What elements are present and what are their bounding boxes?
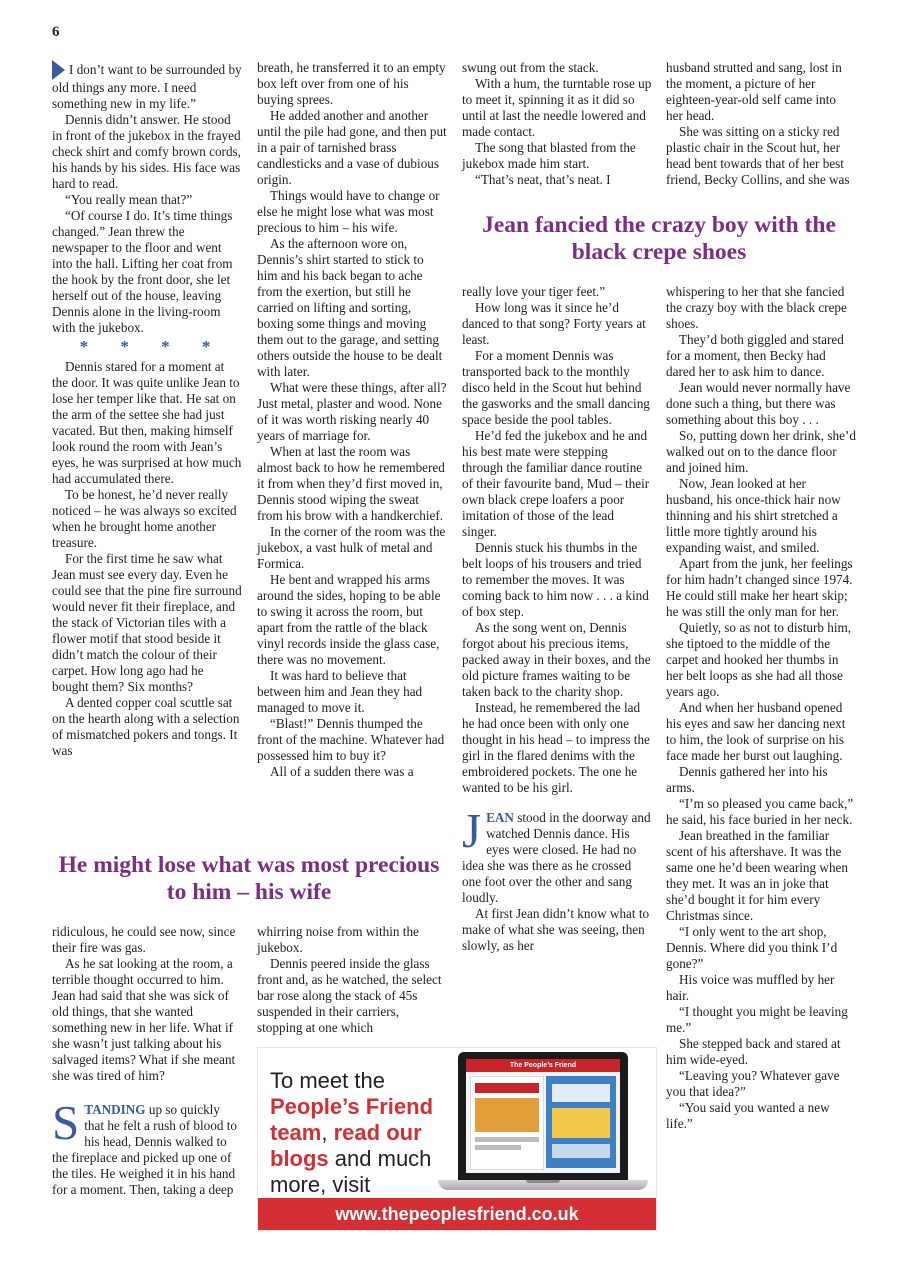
paragraph: Apart from the junk, her feelings for him hadn’t changed since 1974. He could still make her heart skip; he was still the only man for her.: [666, 556, 853, 619]
paragraph: When at last the room was almost back to how he remembered it from when they’d first moved in, Dennis stood wiping the sweat from his brow with a handkerchief.: [257, 444, 445, 523]
laptop-notch: [526, 1180, 560, 1183]
paragraph: He bent and wrapped his arms around the sides, hoping to be able to swing it across the room, but apart from the rattle of the black vinyl records inside the glass case, there was no movement.: [257, 572, 441, 667]
advert-highlight: read our blogs: [270, 1120, 422, 1171]
website-panel: [470, 1076, 544, 1170]
paragraph: Dennis peered inside the glass front and, as he watched, the select bar rose along the stack of 45s suspended in their carriers, stopping at one which: [257, 956, 442, 1035]
paragraph: JEAN stood in the doorway and watched Dennis dance. His eyes were closed. He had no idea she was there as he crossed one foot over the other and sang loudly.: [462, 803, 651, 905]
paragraph: She was sitting on a sticky red plastic chair in the Scout hut, her head bent towards that of her best friend, Becky Collins, and she was: [666, 124, 850, 187]
paragraph: And when her husband opened his eyes and saw her dancing next to him, the look of surprise on his face made her burst out laughing.: [666, 700, 846, 763]
paragraph: Instead, he remembered the lad he had once been with only one thought in his head – to impress the girl in the flared denims with the embroidered pockets. The one he wanted to be his girl.: [462, 700, 650, 795]
advert-url-link[interactable]: www.thepeoplesfriend.co.uk: [258, 1198, 656, 1230]
paragraph: “You really mean that?”: [65, 192, 193, 207]
paragraph: Jean breathed in the familiar scent of his aftershave. It was the same one he’d been wearing when they met. It was an in joke that she’d bought it for him every Christmas since.: [666, 828, 848, 923]
paragraph: Dennis gathered her into his arms.: [666, 764, 828, 795]
paragraph: With a hum, the turntable rose up to meet it, spinning it as it did so until at last the needle lowered and made contact.: [462, 76, 652, 139]
drop-cap: J: [462, 803, 482, 858]
paragraph: STANDING up so quickly that he felt a rush of blood to his head, Dennis walked to the fireplace and picked up one of the tiles. He weighed it in his hand for a moment. Then, taking a deep: [52, 1095, 237, 1197]
paragraph: “That’s neat, that’s neat. I: [475, 172, 611, 187]
continuation-arrow-icon: [52, 60, 65, 80]
section-break-stars: * * * *: [79, 337, 225, 356]
paragraph: “I’m so pleased you came back,” he said, his face buried in her neck.: [666, 796, 854, 827]
laptop-image: [438, 1052, 648, 1194]
advert-box[interactable]: [257, 1047, 657, 1231]
drop-cap: S: [52, 1095, 80, 1150]
small-caps-lead: TANDING: [84, 1102, 146, 1117]
small-caps-lead: EAN: [486, 810, 514, 825]
paragraph: As the afternoon wore on, Dennis’s shirt started to stick to him and his back began to ache from the exertion, but still he carried on lifting and sorting, boxing some things and moving them out to the garage, and setting others outside the house to be dealt with later.: [257, 236, 443, 379]
paragraph: For the first time he saw what Jean must see every day. Even he could see that the pine fire surround would never fit their fireplace, and the stack of Victorian tiles with a flower motif that stood beside it didn’t match the colour of their carpet. How long ago had he bought them? Six months?: [52, 551, 242, 694]
paragraph: “I thought you might be leaving me.”: [666, 1004, 848, 1035]
paragraph: How long was it since he’d danced to that song? Forty years at least.: [462, 300, 646, 347]
paragraph: As he sat looking at the room, a terrible thought occurred to him. Jean had said that she was sick of old things, that she wanted something new in her life. What if she wasn’t just talking about his salvaged items? What if she meant she was tired of him?: [52, 956, 236, 1083]
paragraph: He added another and another until the pile had gone, and then put in a pair of tarnished brass candlesticks and a vase of dubious origin.: [257, 108, 447, 187]
paragraph: husband strutted and sang, lost in the moment, a picture of her eighteen-year-old self came into her head.: [666, 60, 842, 123]
article-column-3: [462, 60, 652, 188]
paragraph: To be honest, he’d never really noticed – he was always so excited when he brought home another treasure.: [52, 487, 237, 550]
paragraph: really love your tiger feet.”: [462, 284, 606, 299]
paragraph: “I only went to the art shop, Dennis. Where did you think I’d gone?”: [666, 924, 838, 971]
paragraph: whispering to her that she fancied the crazy boy with the black crepe shoes.: [666, 284, 847, 331]
page-number: 6: [52, 24, 60, 40]
paragraph: For a moment Dennis was transported back to the monthly disco held in the Scout hut behind the gasworks and the small dancing space beside the pool tables.: [462, 348, 650, 427]
website-header: The People’s Friend: [466, 1059, 620, 1072]
paragraph: As the song went on, Dennis forgot about his precious items, packed away in their boxes, and the old picture frames waiting to be taken back to the charity shop.: [462, 620, 651, 699]
paragraph: Dennis didn’t answer. He stood in front of the jukebox in the frayed check shirt and comfy brown cords, his hands by his sides. His face was hard to read.: [52, 112, 241, 191]
paragraph: ridiculous, he could see now, since their fire was gas.: [52, 924, 236, 955]
website-panel: [546, 1076, 616, 1168]
paragraph: What were these things, after all? Just metal, plaster and wood. None of it was worth risking nearly 40 years of marriage for.: [257, 380, 447, 443]
laptop-screen: [458, 1052, 628, 1180]
paragraph: A dented copper coal scuttle sat on the hearth along with a selection of mismatched pokers and tongs. It was: [52, 695, 240, 758]
paragraph: I don’t want to be surrounded by old things any more. I need something new in my life.”: [52, 62, 242, 111]
article-column-4: [666, 60, 856, 188]
article-column-2: [257, 60, 447, 780]
advert-highlight: People’s Friend team: [270, 1094, 434, 1145]
article-column-1-continued: [52, 924, 242, 1198]
paragraph: She stepped back and stared at him wide-eyed.: [666, 1036, 841, 1067]
paragraph: He’d fed the jukebox and he and his best mate were stepping through the familiar dance routine of their favourite band, Mud – their own black crepe loafers a poor imitation of those of the lead singer.: [462, 428, 650, 539]
paragraph: His voice was muffled by her hair.: [666, 972, 835, 1003]
article-column-2-continued: [257, 924, 447, 1036]
paragraph: Dennis stared for a moment at the door. It was quite unlike Jean to lose her temper like that. He sat on the arm of the settee she had just vacated. But then, making himself look round the room with Jean’s eyes, he was surprised at how much had accumulated there.: [52, 359, 242, 486]
paragraph: All of a sudden there was a: [270, 764, 414, 779]
pull-quote-headline-2: He might lose what was most precious to him – his wife: [58, 852, 440, 905]
paragraph: So, putting down her drink, she’d walked out on to the dance floor and joined him.: [666, 428, 856, 475]
paragraph: Jean would never normally have done such a thing, but there was something about this boy . . .: [666, 380, 851, 427]
paragraph: Now, Jean looked at her husband, his once-thick hair now thinning and his shirt stretched a little more tightly around his expanding waist, and smiled.: [666, 476, 841, 555]
paragraph: In the corner of the room was the jukebox, a vast hulk of metal and Formica.: [257, 524, 446, 571]
paragraph: swung out from the stack.: [462, 60, 599, 75]
paragraph: “Leaving you? Whatever gave you that idea?”: [666, 1068, 840, 1099]
paragraph: “You said you wanted a new life.”: [666, 1100, 830, 1131]
paragraph: Quietly, so as not to disturb him, she tiptoed to the middle of the carpet and hooked her thumbs in her belt loops as she had all those years ago.: [666, 620, 852, 699]
advert-text: To meet the People’s Friend team, read our blogs and much more, visit: [270, 1068, 434, 1197]
paragraph: “Blast!” Dennis thumped the front of the machine. Whatever had possessed him to buy it?: [257, 716, 445, 763]
paragraph: Things would have to change or else he might lose what was most precious to him – his wife.: [257, 188, 440, 235]
paragraph: They’d both giggled and stared for a moment, then Becky had dared her to ask him to dance.: [666, 332, 844, 379]
paragraph: breath, he transferred it to an empty box left over from one of his buying sprees.: [257, 60, 446, 107]
article-column-4-continued: [666, 284, 856, 1132]
article-column-1: [52, 60, 242, 759]
website-screenshot: [466, 1059, 620, 1173]
paragraph: The song that blasted from the jukebox made him start.: [462, 140, 636, 171]
paragraph: “Of course I do. It’s time things changed.” Jean threw the newspaper to the floor and went into the hall. Lifting her coat from the hook by the front door, she let herself out of the house, leaving Dennis alone in the living-room with the jukebox.: [52, 208, 233, 335]
paragraph: whirring noise from within the jukebox.: [257, 924, 419, 955]
article-column-3-continued: [462, 284, 652, 954]
paragraph: Dennis stuck his thumbs in the belt loops of his trousers and tried to remember the moves. It was coming back to him now . . . a kind of box step.: [462, 540, 649, 619]
paragraph: At first Jean didn’t know what to make of what she was seeing, then slowly, as her: [462, 906, 650, 953]
pull-quote-headline: Jean fancied the crazy boy with the black crepe shoes: [482, 212, 836, 265]
paragraph: It was hard to believe that between him and Jean they had managed to move it.: [257, 668, 423, 715]
